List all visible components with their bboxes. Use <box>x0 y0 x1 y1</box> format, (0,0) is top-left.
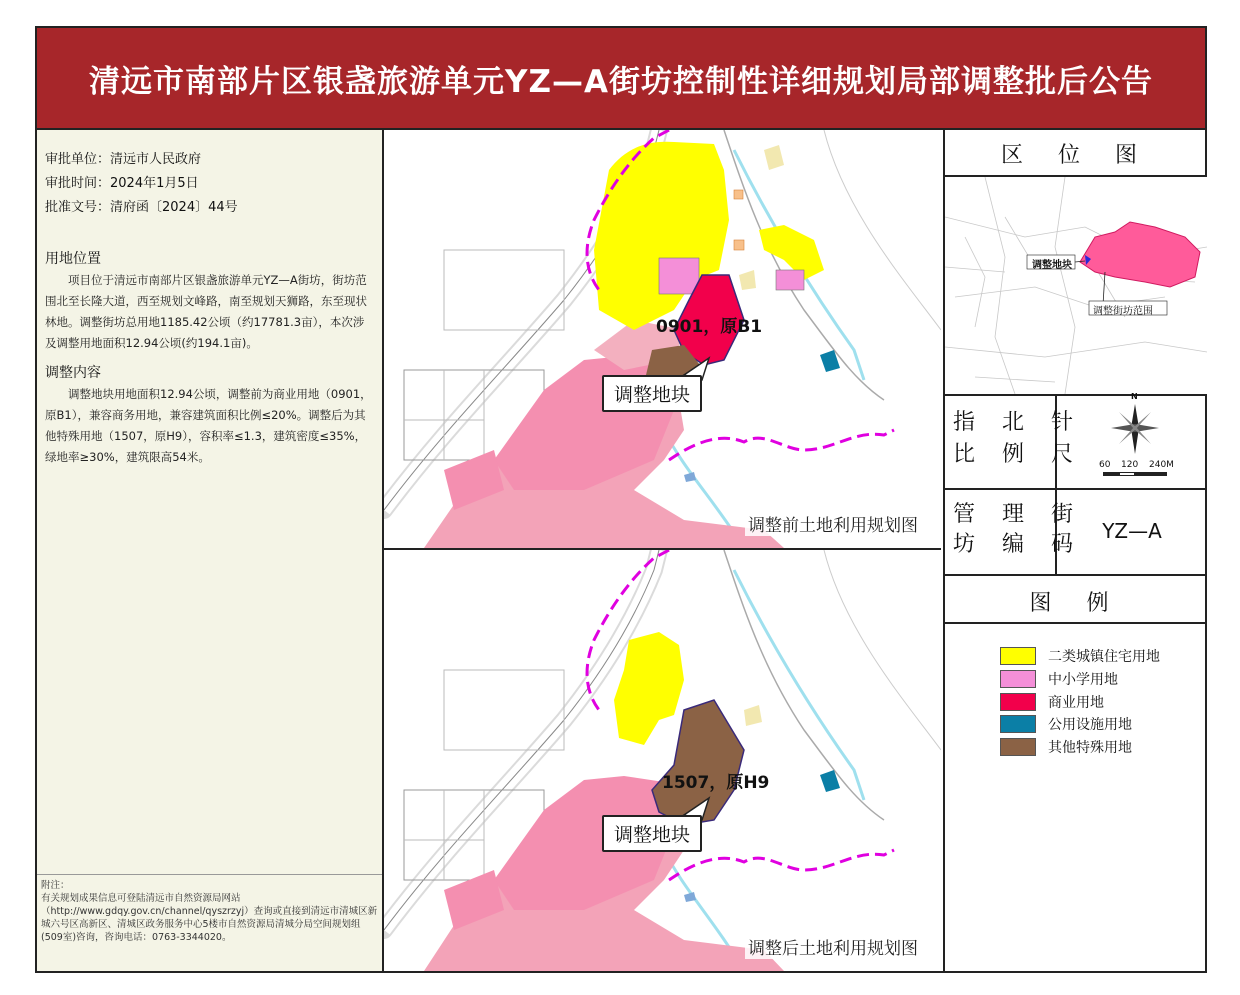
compass-label: 指 北 针 <box>953 410 1083 435</box>
adjust-plot-callout-after: 调整地块 <box>602 815 702 852</box>
legend-swatch <box>1000 647 1036 665</box>
legend-item-utility <box>1000 715 1132 733</box>
map-before-graphic <box>384 130 941 548</box>
location-map-title: 区 位 图 <box>1001 143 1151 168</box>
info-panel <box>37 130 384 971</box>
block-code-label-2: 坊 编 码 <box>953 532 1083 557</box>
adjust-plot-callout-before: 调整地块 <box>602 375 702 412</box>
page-title: 清远市南部片区银盏旅游单元YZ—A街坊控制性详细规划局部调整批后公告 <box>89 63 1153 100</box>
legend-label: 中小学用地 <box>1048 672 1118 688</box>
adjustment-text: 调整地块用地面积12.94公顷，调整前为商业用地（0901，原B1），兼容商务用地，兼容建筑面积比例≤20%。调整后为其他特殊用地（1507，原H9），容积率≤1.3，建筑密度≤35%，绿地率≥30%，建筑限高54米。 <box>45 387 372 464</box>
north-letter: N <box>1131 392 1138 401</box>
plot-code-after: 1507，原H9 <box>662 773 770 793</box>
scale-tick-3: 240M <box>1149 460 1174 470</box>
scale-tick-2: 120 <box>1121 460 1139 470</box>
scale-tick-1: 60 <box>1099 460 1111 470</box>
legend-item-school <box>1000 670 1118 688</box>
map-before <box>384 130 941 550</box>
location-section <box>45 248 375 354</box>
legend-item-special <box>1000 738 1132 756</box>
scale-bar <box>1103 472 1213 476</box>
map-before-caption: 调整前土地利用规划图 <box>745 511 921 536</box>
notes <box>37 874 382 971</box>
map-after-graphic <box>384 550 941 971</box>
legend-title: 图 例 <box>1029 591 1123 616</box>
location-map-box <box>943 130 1207 396</box>
legend-item-residential <box>1000 647 1160 665</box>
legend-swatch <box>1000 738 1036 756</box>
right-panel <box>943 130 1205 971</box>
scale-label: 比 例 尺 <box>953 442 1083 467</box>
legend-label: 商业用地 <box>1048 695 1104 711</box>
legend-swatch <box>1000 670 1036 688</box>
adjustment-section <box>45 362 375 468</box>
title-bar <box>37 28 1205 130</box>
legend-swatch <box>1000 693 1036 711</box>
divider <box>945 622 1207 624</box>
block-code-value: YZ—A <box>1102 519 1162 543</box>
map-after <box>384 550 941 971</box>
approval-doc-no: 批准文号：清府函〔2024〕44号 <box>45 200 238 215</box>
legend-item-commercial <box>1000 693 1104 711</box>
legend-label: 公用设施用地 <box>1048 717 1132 733</box>
location-heading: 用地位置 <box>45 251 101 267</box>
legend-label: 二类城镇住宅用地 <box>1048 649 1160 665</box>
legend-box <box>943 574 1207 971</box>
block-code-label-1: 管 理 街 <box>953 502 1083 527</box>
location-block-range-label: 调整街坊范围 <box>1093 306 1153 317</box>
map-after-caption: 调整后土地利用规划图 <box>745 934 921 959</box>
adjustment-heading: 调整内容 <box>45 365 101 381</box>
notes-label: 附注： <box>41 880 70 891</box>
block-code-box <box>943 488 1207 576</box>
notes-text: 有关规划成果信息可登陆清远市自然资源局网站（http://www.gdqy.gov.cn/channel/qyszrzyj）查询或直接到清远市清城区新城六号区高新区、清城区政务服务中心5楼市自然资源局清城分局空间规划组(509室)咨询，咨询电话：0763-3344020。 <box>41 893 378 943</box>
legend-swatch <box>1000 715 1036 733</box>
location-text: 项目位于清远市南部片区银盏旅游单元YZ—A街坊，街坊范围北至长隆大道，西至规划文峰路，南至规划天狮路，东至现状林地。调整街坊总用地1185.42公顷（约17781.3亩），本次涉及调整用地面积12.94公顷(约194.1亩)。 <box>45 273 367 350</box>
location-map-graphic <box>945 177 1207 394</box>
approval-info <box>45 148 238 220</box>
plot-code-before: 0901，原B1 <box>656 317 763 337</box>
north-arrow-icon <box>1105 398 1165 462</box>
notice-frame <box>35 26 1207 973</box>
location-adjust-plot-label: 调整地块 <box>1032 260 1072 271</box>
approval-unit: 审批单位：清远市人民政府 <box>45 152 202 167</box>
legend-label: 其他特殊用地 <box>1048 740 1132 756</box>
compass-box <box>943 394 1207 490</box>
approval-time: 审批时间：2024年1月5日 <box>45 176 199 191</box>
